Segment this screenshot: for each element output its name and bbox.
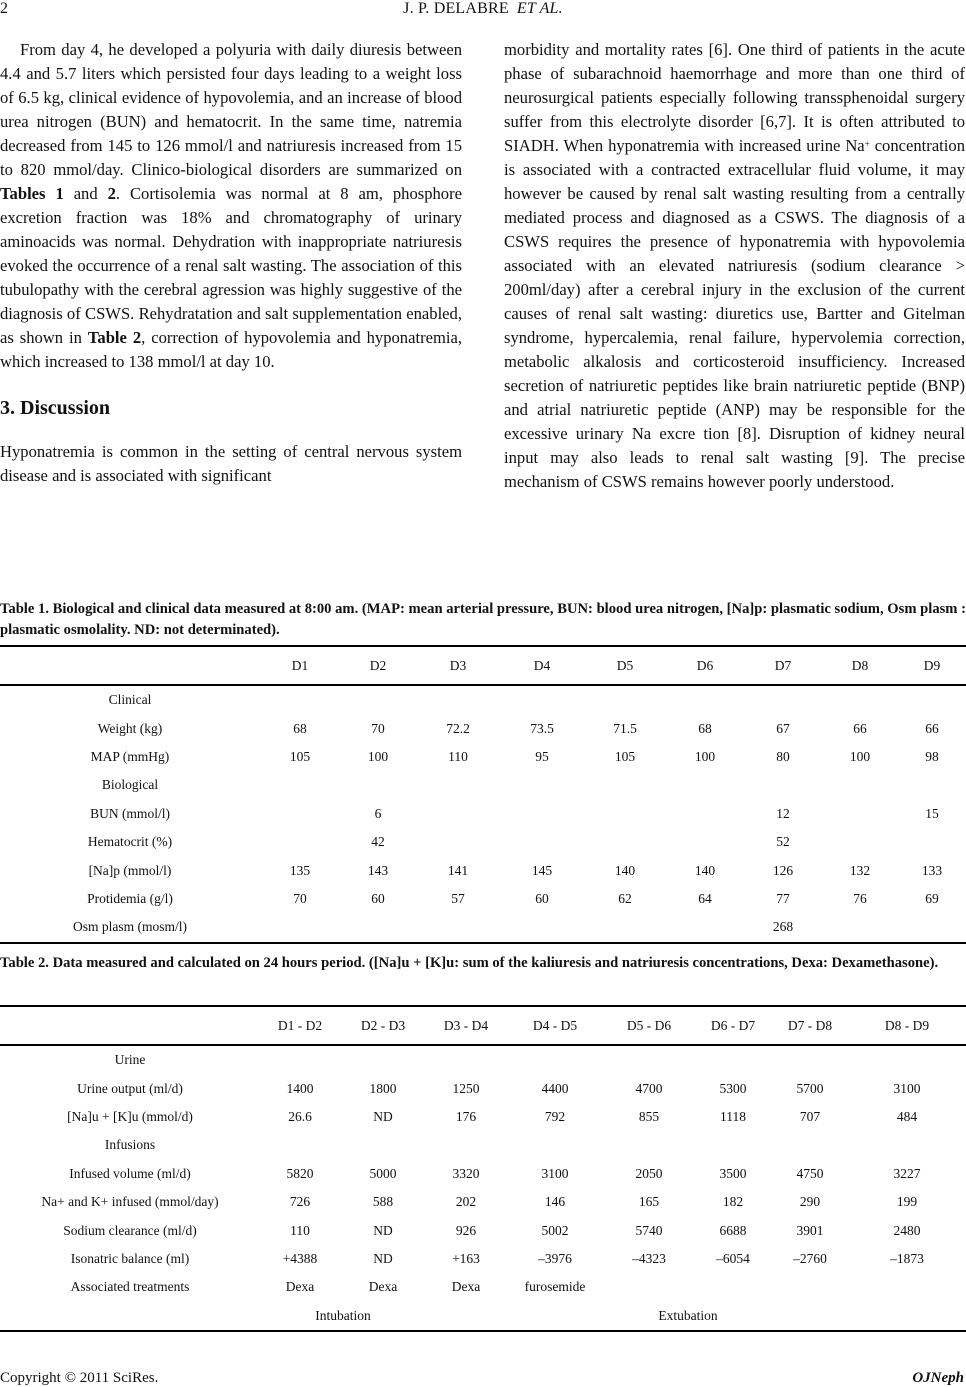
table-cell xyxy=(604,1131,694,1159)
extubation-cell: Extubation xyxy=(604,1302,772,1331)
table-cell: 5820 xyxy=(286,1165,314,1181)
table-cell xyxy=(416,771,500,799)
discussion-paragraph-continued: morbidity and mortality rates [6]. One third of patients in the acute phase of subarachnoid haemorrhage and more than one third of neurosurgical patients especially following transsphenoidal surgery suffer from this electrolyte disorder [6,7]. It is often attributed to SIADH. When hyponatremia with increased urine Na+ concentration is associated with a contracted extracellular fluid volume, it may however be caused by renal salt wasting resulting from a centrally mediated process and diagnosed as a CSWS. The diagnosis of a CSWS requires the presence of hyponatremia with hypovolemia associated with an elevated natriuresis (sodium clearance > 200ml/day) after a cerebral injury in the exclusion of the current causes of renal salt wasting: diuretics use, Bartter and Gitelman syndrome, hypercalemia, renal failure, hypervolemia correction, metabolic alkalosis and corticosteroid insufficiency. Increased secretion of natriuretic peptides like brain natriuretic peptide (BNP) and atrial natriuretic peptide (ANP) may be responsible for the excessive urinary Na excre tion [8]. Disruption of kidney neural input may also leads to renal salt wasting [9]. The precise mechanism of CSWS remains however poorly understood. xyxy=(504,40,965,491)
table-cell xyxy=(260,771,340,799)
row-label: Protidemia (g/l) xyxy=(87,890,173,906)
table-row xyxy=(0,856,966,884)
table-row xyxy=(0,771,966,799)
table-row xyxy=(0,743,966,771)
table-cell: 6 xyxy=(374,805,382,821)
table-row xyxy=(0,1188,966,1216)
row-label: Isonatric balance (ml) xyxy=(70,1250,190,1266)
table-cell: 100 xyxy=(849,748,871,764)
column-header: D6 - D7 xyxy=(694,1006,772,1045)
running-head-et-al: ET AL. xyxy=(516,0,563,17)
column-header: D2 - D3 xyxy=(340,1006,426,1045)
table-cell xyxy=(260,828,340,856)
table-cell: Dexa xyxy=(368,1279,398,1295)
table-ref-1: Tables 1 xyxy=(0,184,64,203)
table-cell: furosemide xyxy=(524,1279,586,1295)
table-cell: 66 xyxy=(853,720,867,736)
table-row xyxy=(0,1245,966,1273)
table-cell: 290 xyxy=(799,1194,821,1210)
table-cell: 135 xyxy=(289,862,311,878)
table-cell xyxy=(604,1273,694,1301)
table-cell xyxy=(426,1302,604,1331)
table-row xyxy=(0,685,966,714)
table-cell: 165 xyxy=(638,1194,660,1210)
table-cell xyxy=(772,1131,848,1159)
right-column xyxy=(504,38,965,494)
table-cell xyxy=(604,1045,694,1074)
row-label: MAP (mmHg) xyxy=(90,748,170,764)
footer-copyright: Copyright © 2011 SciRes. xyxy=(0,1370,159,1386)
table-cell: 1250 xyxy=(452,1080,480,1096)
table-cell xyxy=(260,1131,340,1159)
table-cell: 145 xyxy=(531,862,553,878)
running-head xyxy=(0,0,966,18)
table-cell xyxy=(260,913,340,942)
table-cell: ND xyxy=(373,1222,393,1238)
table-cell: Dexa xyxy=(451,1279,481,1295)
table-cell: 67 xyxy=(776,720,790,736)
table-cell: 68 xyxy=(698,720,712,736)
table-row xyxy=(0,1131,966,1159)
table-cell xyxy=(584,771,666,799)
table-cell: 3901 xyxy=(796,1222,824,1238)
table-cell: 792 xyxy=(544,1108,566,1124)
table-cell: 98 xyxy=(925,748,939,764)
table-cell: 146 xyxy=(544,1194,566,1210)
table-cell xyxy=(822,913,898,942)
table1 xyxy=(0,645,966,944)
row-label: Na+ and K+ infused (mmol/day) xyxy=(41,1194,219,1210)
table-cell: 1400 xyxy=(286,1080,314,1096)
table-cell: 60 xyxy=(371,890,385,906)
table-cell xyxy=(416,828,500,856)
table-cell xyxy=(584,913,666,942)
table-cell xyxy=(584,800,666,828)
table-cell: 5700 xyxy=(796,1080,824,1096)
table-cell: 132 xyxy=(849,862,871,878)
table-cell xyxy=(506,1131,604,1159)
table-cell: 143 xyxy=(367,862,389,878)
table-cell: 202 xyxy=(455,1194,477,1210)
row-label: Biological xyxy=(101,777,159,793)
table-cell xyxy=(260,800,340,828)
table-cell: 70 xyxy=(371,720,385,736)
table-cell: 105 xyxy=(614,748,636,764)
table-cell: 4400 xyxy=(541,1080,569,1096)
table-cell: 64 xyxy=(698,890,712,906)
column-header-label xyxy=(0,646,260,685)
column-header: D1 xyxy=(260,646,340,685)
table-cell: 3320 xyxy=(452,1165,480,1181)
table-cell xyxy=(340,1045,426,1074)
table-row xyxy=(0,1103,966,1131)
row-label: BUN (mmol/l) xyxy=(90,805,170,821)
table-cell: 199 xyxy=(896,1194,918,1210)
table-cell: 80 xyxy=(776,748,790,764)
intubation-cell: Intubation xyxy=(260,1302,426,1331)
table-cell: 4700 xyxy=(635,1080,663,1096)
table-row xyxy=(0,828,966,856)
table-cell xyxy=(506,1045,604,1074)
table-cell: 5300 xyxy=(719,1080,747,1096)
table-cell: Dexa xyxy=(285,1279,315,1295)
table-cell xyxy=(666,828,744,856)
table-cell: 126 xyxy=(772,862,794,878)
table-cell xyxy=(772,1302,966,1331)
table-cell: 176 xyxy=(455,1108,477,1124)
row-label: Hematocrit (%) xyxy=(87,834,173,850)
table-cell xyxy=(848,1273,966,1301)
table-row xyxy=(0,1074,966,1102)
table-row xyxy=(0,800,966,828)
column-header: D4 xyxy=(500,646,584,685)
row-label: Urine xyxy=(114,1052,146,1068)
running-head-authors: J. P. DELABRE xyxy=(403,0,509,17)
table-cell: 133 xyxy=(921,862,943,878)
column-header: D3 - D4 xyxy=(426,1006,506,1045)
table-cell xyxy=(416,685,500,714)
table-cell: 76 xyxy=(853,890,867,906)
table-cell xyxy=(694,1273,772,1301)
column-header: D8 xyxy=(822,646,898,685)
table-row xyxy=(0,1216,966,1244)
table-cell: 1118 xyxy=(720,1108,746,1124)
table-cell xyxy=(260,685,340,714)
table-cell xyxy=(260,1045,340,1074)
table-cell: 268 xyxy=(744,913,822,942)
table-cell: 69 xyxy=(925,890,939,906)
table-cell: –6054 xyxy=(716,1250,750,1266)
table-cell: 110 xyxy=(290,1222,310,1238)
table-cell xyxy=(898,771,966,799)
row-label: Osm plasm (mosm/l) xyxy=(0,913,260,942)
table-cell: 3100 xyxy=(541,1165,569,1181)
discussion-paragraph: Hyponatremia is common in the setting of central nervous system disease and is associated with significant xyxy=(0,442,462,485)
table-cell: 926 xyxy=(455,1222,477,1238)
table-cell: 1800 xyxy=(369,1080,397,1096)
table-cell: 77 xyxy=(776,890,790,906)
table-cell xyxy=(744,685,822,714)
table-cell: 70 xyxy=(293,890,307,906)
table-cell: 3227 xyxy=(893,1165,921,1181)
table-cell: 66 xyxy=(925,720,939,736)
table-row-intubation xyxy=(0,1302,966,1331)
table-cell: 52 xyxy=(776,834,790,850)
column-header: D1 - D2 xyxy=(260,1006,340,1045)
table-cell xyxy=(426,1045,506,1074)
table-cell: 140 xyxy=(614,862,636,878)
table-cell: ND xyxy=(373,1250,393,1266)
column-header: D6 xyxy=(666,646,744,685)
table-cell: 484 xyxy=(896,1108,918,1124)
row-label: Clinical xyxy=(108,692,152,708)
table-cell xyxy=(500,828,584,856)
table-cell xyxy=(822,685,898,714)
column-header: D8 - D9 xyxy=(848,1006,966,1045)
table-cell xyxy=(426,1131,506,1159)
table2-caption: Table 2. Data measured and calculated on 24 hours period. ([Na]u + [K]u: sum of the kaliuresis and natriuresis concentrations, Dexa: Dexamethasone). xyxy=(0,955,939,971)
row-label: Urine output (ml/d) xyxy=(77,1080,183,1096)
table-cell: 588 xyxy=(372,1194,394,1210)
table-cell: 3100 xyxy=(893,1080,921,1096)
table-cell: +4388 xyxy=(282,1250,318,1266)
table-cell: –4323 xyxy=(632,1250,666,1266)
table-cell xyxy=(500,913,584,942)
table-cell: –3976 xyxy=(538,1250,572,1266)
table-cell xyxy=(500,800,584,828)
table-cell: 4750 xyxy=(796,1165,824,1181)
table-cell: 2480 xyxy=(893,1222,921,1238)
table-cell: 60 xyxy=(535,890,549,906)
table-cell xyxy=(340,685,416,714)
table-cell: 12 xyxy=(776,805,790,821)
table-cell: 72.2 xyxy=(446,720,470,736)
column-header: D2 xyxy=(340,646,416,685)
table-cell xyxy=(822,771,898,799)
table-cell: 71.5 xyxy=(613,720,637,736)
row-label: Infusions xyxy=(104,1137,156,1153)
table-cell: 5002 xyxy=(541,1222,569,1238)
table-cell xyxy=(898,685,966,714)
table2 xyxy=(0,1005,966,1332)
table-cell xyxy=(822,828,898,856)
column-header: D4 - D5 xyxy=(506,1006,604,1045)
table-cell xyxy=(340,771,416,799)
table-cell xyxy=(744,771,822,799)
row-label: Sodium clearance (ml/d) xyxy=(63,1222,197,1238)
table-cell: 26.6 xyxy=(288,1108,312,1124)
page-number: 2 xyxy=(0,0,8,17)
table-cell xyxy=(666,771,744,799)
table-cell: 42 xyxy=(371,834,385,850)
column-header: D9 xyxy=(898,646,966,685)
table-ref-2b: Table 2 xyxy=(87,328,142,347)
column-header: D7 - D8 xyxy=(772,1006,848,1045)
table-cell: 100 xyxy=(367,748,389,764)
table-cell: –2760 xyxy=(793,1250,827,1266)
table1-body xyxy=(0,685,966,943)
table-cell: 182 xyxy=(722,1194,744,1210)
section-heading-discussion: 3. Discussion xyxy=(0,397,111,419)
table-cell: 726 xyxy=(289,1194,311,1210)
table1-header-row xyxy=(0,646,966,685)
table-cell: +163 xyxy=(452,1250,480,1266)
table-cell: 95 xyxy=(535,748,549,764)
table-cell: 6688 xyxy=(719,1222,747,1238)
table-ref-2: 2 xyxy=(107,184,116,203)
table-cell: ND xyxy=(373,1108,393,1124)
table-cell: 110 xyxy=(448,748,468,764)
table-cell xyxy=(694,1131,772,1159)
table-row xyxy=(0,913,966,942)
table-cell: 57 xyxy=(451,890,465,906)
table-cell xyxy=(340,913,416,942)
column-header: D7 xyxy=(744,646,822,685)
table-cell xyxy=(772,1273,848,1301)
table-row xyxy=(0,1160,966,1188)
table-cell xyxy=(500,771,584,799)
table-cell xyxy=(666,800,744,828)
column-header: D5 - D6 xyxy=(604,1006,694,1045)
row-label: [Na]u + [K]u (mmol/d) xyxy=(67,1108,193,1124)
table-cell: 5000 xyxy=(369,1165,397,1181)
table-row xyxy=(0,1273,966,1301)
table-cell: 855 xyxy=(638,1108,660,1124)
table-cell xyxy=(898,828,966,856)
table-cell: 73.5 xyxy=(530,720,554,736)
row-label: Associated treatments xyxy=(70,1279,190,1295)
table-cell xyxy=(340,1131,426,1159)
footer-journal: OJNeph xyxy=(912,1370,964,1386)
table-cell: 3500 xyxy=(719,1165,747,1181)
row-label: Infused volume (ml/d) xyxy=(69,1165,191,1181)
table-cell: 2050 xyxy=(635,1165,663,1181)
table-cell xyxy=(416,913,500,942)
table-cell: 62 xyxy=(618,890,632,906)
table-cell: 140 xyxy=(694,862,716,878)
results-paragraph: From day 4, he developed a polyuria with daily diuresis between 4.4 and 5.7 liters which persisted four days leading to a weight loss of 6.5 kg, clinical evidence of hypovolemia, and an increase of blood urea nitrogen (BUN) and hematocrit. In the same time, natremia decreased from 145 to 126 mmol/l and natriuresis increased from 15 to 820 mmol/day. Clinico-biological disorders are summarized on Tables 1 and 2. Cortisolemia was normal at 8 am, phosphore excretion fraction was 18% and chromatography of urinary aminoacids was normal. Dehydration with inappropriate natriuresis evoked the occurrence of a renal salt wasting. The association of this tubulopathy with the cerebral agression was highly suggestive of the diagnosis of CSWS. Rehydratation and salt supplementation enabled, as shown in Table 2, correction of hypovolemia and hyponatremia, which increased to 138 mmol/l at day 10. xyxy=(0,40,462,371)
table-cell xyxy=(822,800,898,828)
column-header: D3 xyxy=(416,646,500,685)
table-cell: 141 xyxy=(447,862,469,878)
table2-body xyxy=(0,1045,966,1331)
table-cell xyxy=(416,800,500,828)
table-cell xyxy=(848,1131,966,1159)
table-cell xyxy=(772,1045,848,1074)
table-cell: 100 xyxy=(694,748,716,764)
column-header: D5 xyxy=(584,646,666,685)
table-cell: 68 xyxy=(293,720,307,736)
row-label: [Na]p (mmol/l) xyxy=(88,862,172,878)
table-cell xyxy=(500,685,584,714)
table-row xyxy=(0,714,966,742)
table-cell xyxy=(694,1045,772,1074)
table-cell: 105 xyxy=(289,748,311,764)
row-label: Weight (kg) xyxy=(97,720,163,736)
table-cell xyxy=(666,913,744,942)
table-cell xyxy=(584,828,666,856)
table-row xyxy=(0,1045,966,1074)
table-cell xyxy=(848,1045,966,1074)
table2-header-row xyxy=(0,1006,966,1045)
column-header-label xyxy=(0,1006,260,1045)
table-cell xyxy=(666,685,744,714)
table-cell: 5740 xyxy=(635,1222,663,1238)
table-cell: 15 xyxy=(925,805,939,821)
table-cell: 707 xyxy=(799,1108,821,1124)
table1-caption: Table 1. Biological and clinical data measured at 8:00 am. (MAP: mean arterial pressure, BUN: blood urea nitrogen, [Na]p: plasmatic sodium, Osm plasm : plasmatic osmolality. ND: not determinated). xyxy=(0,601,966,638)
table-cell: –1873 xyxy=(890,1250,924,1266)
left-column xyxy=(0,38,462,488)
table-cell xyxy=(898,913,966,942)
table-cell xyxy=(584,685,666,714)
table-row xyxy=(0,885,966,913)
row-label xyxy=(0,1302,260,1331)
